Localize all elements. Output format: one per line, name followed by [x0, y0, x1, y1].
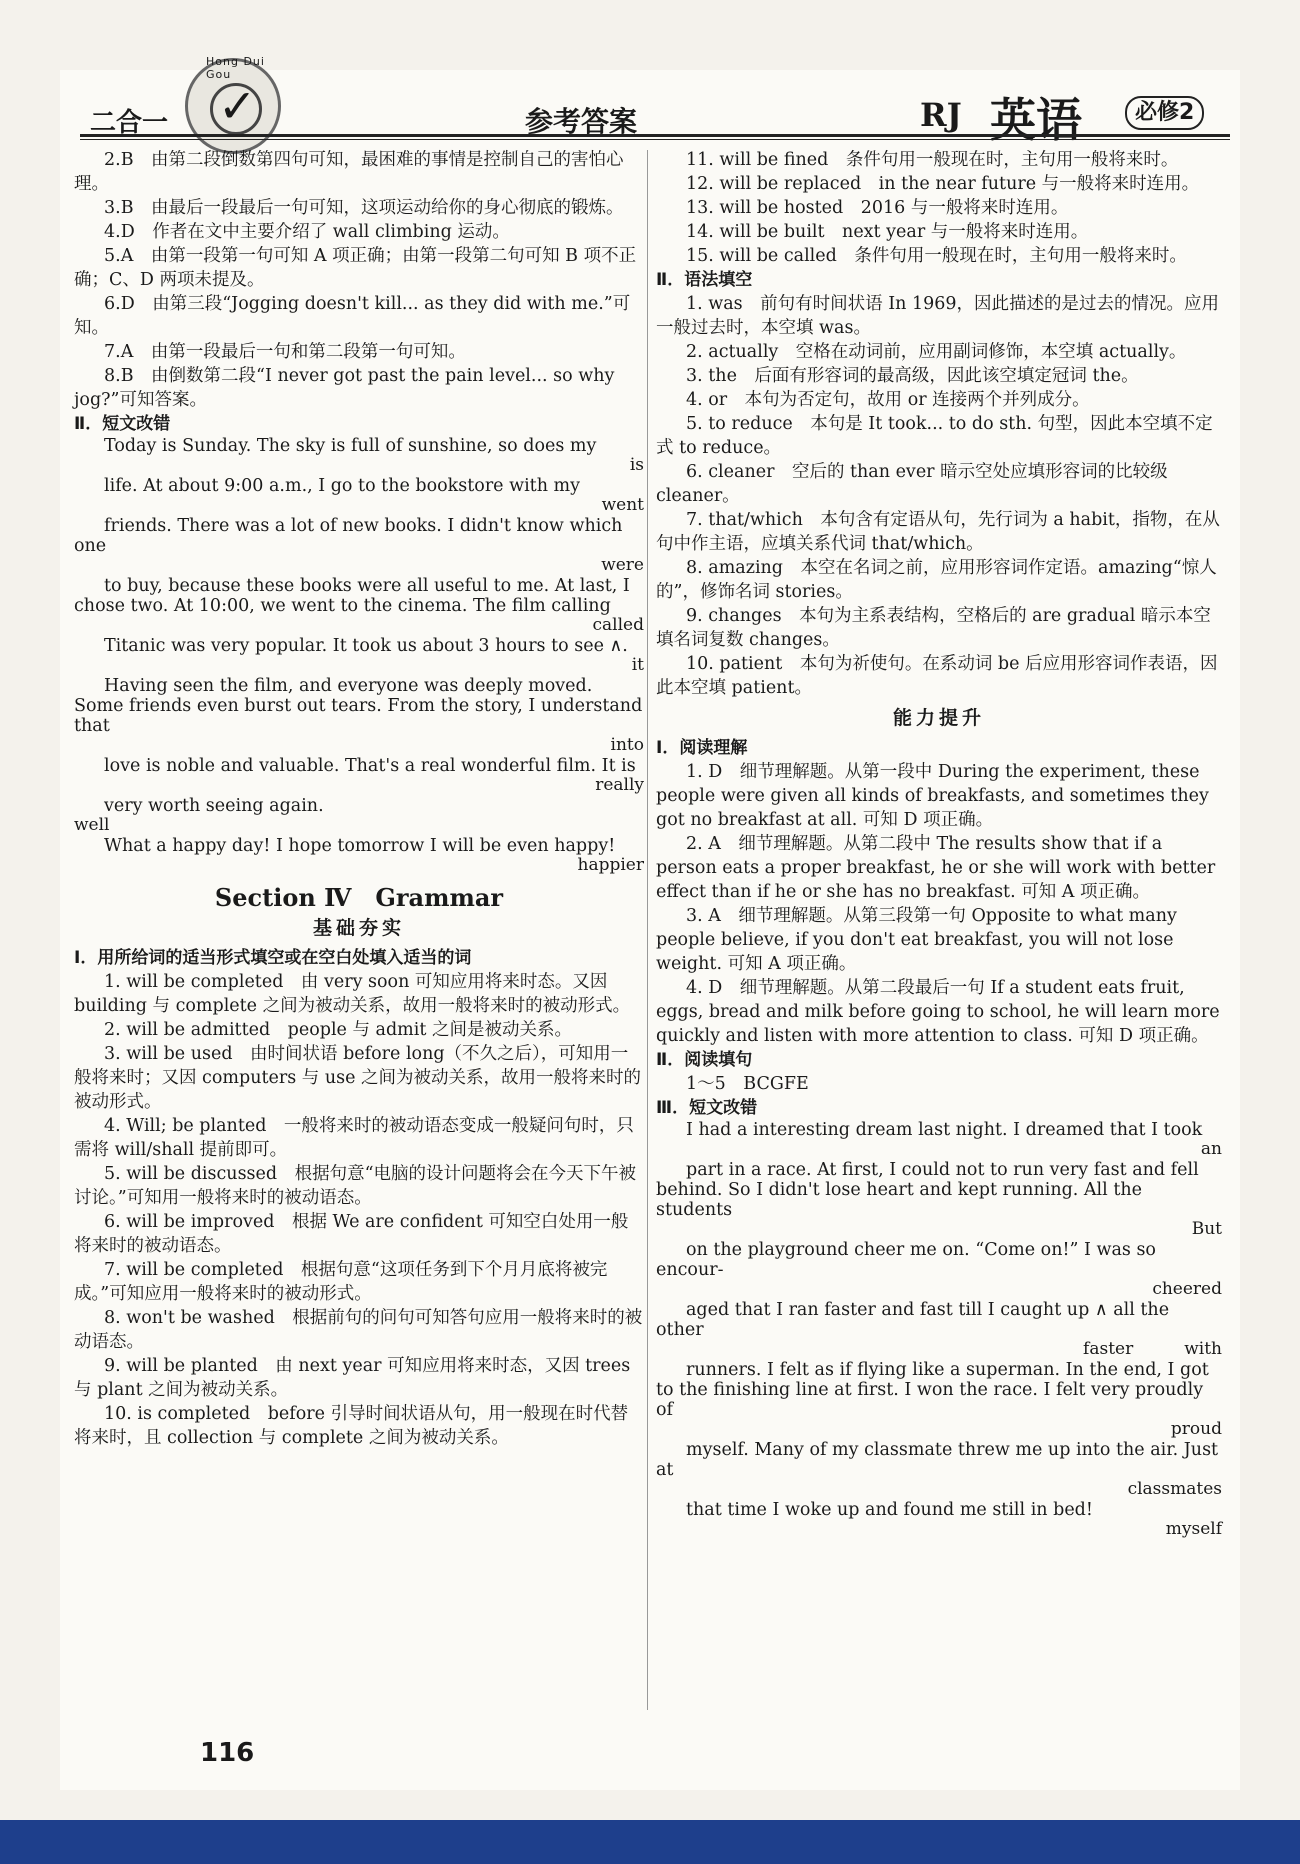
section-heading: Ⅰ．阅读理解 [656, 738, 748, 758]
answer-item: 5. to reduce 本句是 It took... to do sth. 句型，因此本空填不定式 to reduce。 [656, 414, 1213, 458]
correction-line: friends. There was a lot of new books. I didn't know which one [74, 516, 623, 556]
correction-line: that time I woke up and found me still in bed! [686, 1500, 1093, 1520]
answer-item: 8. amazing 本空在名词之前，应用形容词作定语。amazing“惊人的”，修饰名词 stories。 [656, 558, 1217, 602]
answer-item: 6. will be improved 根据 We are confident 可知空白处用一般将来时的被动语态。 [74, 1212, 629, 1256]
correction-fix: it [631, 655, 644, 675]
answer-item: 4. Will; be planted 一般将来时的被动语态变成一般疑问句时，只需将 will/shall 提前即可。 [74, 1116, 634, 1160]
answer-item: 1. will be completed 由 very soon 可知应用将来时态。又因 building 与 complete 之间为被动关系，故用一般将来时的被动形式。 [74, 972, 631, 1016]
answer-item: 3.B 由最后一段最后一句可知，这项运动给你的身心彻底的锻炼。 [104, 198, 624, 218]
correction-fix: faster with [1083, 1339, 1222, 1359]
answer-item: 4. or 本句为否定句，故用 or 连接两个并列成分。 [686, 390, 1090, 410]
answer-item: 3. will be used 由时间状语 before long（不久之后），可知用一般将来时；又因 computers 与 use 之间为被动关系，故用一般将来时的被动形式。 [74, 1044, 641, 1112]
answer-item: 1. was 前句有时间状语 In 1969，因此描述的是过去的情况。应用一般过去时，本空填 was。 [656, 294, 1219, 338]
answer-item: 3. the 后面有形容词的最高级，因此该空填定冠词 the。 [686, 366, 1139, 386]
correction-fix: into [610, 735, 644, 755]
correction-line: life. At about 9:00 a.m., I go to the bookstore with my [104, 476, 581, 496]
correction-line: What a happy day! I hope tomorrow I will be even happy! [104, 836, 616, 856]
correction-fix: myself [1165, 1519, 1222, 1539]
right-column [656, 148, 1222, 1540]
section-heading: Ⅰ．用所给词的适当形式填空或在空白处填入适当的词 [74, 948, 472, 968]
answer-item: 3. A 细节理解题。从第三段第一句 Opposite to what many people believe, if you don't eat breakfast, you will not lose weight. 可知 A 项正确。 [656, 906, 1177, 974]
answer-item: 7.A 由第一段最后一句和第二段第一句可知。 [104, 342, 466, 362]
answer-item: 10. is completed before 引导时间状语从句，用一般现在时代替将来时，且 collection 与 complete 之间为被动关系。 [74, 1404, 629, 1448]
answer-item: 7. will be completed 根据句意“这项任务到下个月月底将被完成。”可知应用一般将来时的被动形式。 [74, 1260, 608, 1304]
correction-fix: really [595, 775, 644, 795]
header-title: 参考答案 [525, 105, 638, 138]
volume-badge: 必修2 [1125, 96, 1204, 130]
answer-item: 6.D 由第三段“Jogging doesn't kill... as they did with me.”可知。 [74, 294, 631, 338]
check-icon: ✓ [218, 79, 257, 133]
answer-item: 15. will be called 条件句用一般现在时，主句用一般将来时。 [686, 246, 1187, 266]
logo-text: Hong Dui Gou [206, 55, 265, 81]
page-number: 116 [200, 1738, 255, 1768]
header-rule-thin [80, 139, 1230, 140]
correction-line: Today is Sunday. The sky is full of sunshine, so does my [104, 436, 597, 456]
answer-item: 4.D 作者在文中主要介绍了 wall climbing 运动。 [104, 222, 510, 242]
correction-line: love is noble and valuable. That's a real wonderful film. It is [104, 756, 636, 776]
answer-item: 10. patient 本句为祈使句。在系动词 be 后应用形容词作表语，因此本空填 patient。 [656, 654, 1218, 698]
correction-fix: were [601, 555, 644, 575]
correction-line: Having seen the film, and everyone was deeply moved. Some friends even burst out tears. From the story, I understand that [74, 676, 643, 736]
answer-item: 9. will be planted 由 next year 可知应用将来时态，又因 trees 与 plant 之间为被动关系。 [74, 1356, 631, 1400]
answer-item: 2.B 由第二段倒数第四句可知，最困难的事情是控制自己的害怕心理。 [74, 150, 624, 194]
subtitle: 能力提升 [892, 707, 985, 729]
answer-item: 2. A 细节理解题。从第二段中 The results show that if a person eats a proper breakfast, he or she will work with better effect than if he or she has no breakfast. 可知 A 项正确。 [656, 834, 1216, 902]
correction-fix: well [74, 815, 110, 835]
correction-line: to buy, because these books were all useful to me. At last, I chose two. At 10:00, we went to the cinema. The film calling [74, 576, 630, 616]
correction-line: very worth seeing again. [104, 796, 324, 816]
correction-fix: called [592, 615, 644, 635]
correction-fix: But [1191, 1219, 1222, 1239]
bottom-border [0, 1820, 1300, 1864]
correction-fix: an [1200, 1139, 1222, 1159]
answer-item: 12. will be replaced in the near future 与一般将来时连用。 [686, 174, 1200, 194]
answer-item: 5.A 由第一段第一句可知 A 项正确；由第一段第二句可知 B 项不正确；C、D 两项未提及。 [74, 246, 637, 290]
subject-label: 英语 [990, 93, 1082, 147]
correction-line: part in a race. At first, I could not to run very fast and fell behind. So I didn't lose heart and kept running. All the students [656, 1160, 1199, 1220]
header-left: 二合一 [90, 108, 169, 138]
correction-line: I had a interesting dream last night. I dreamed that I took [686, 1120, 1203, 1140]
answer-item: 1. D 细节理解题。从第一段中 During the experiment, these people were given all kinds of breakfasts, and sometimes they got no breakfast at all. 可知 D 项正确。 [656, 762, 1209, 830]
answer-item: 7. that/which 本句含有定语从句，先行词为 a habit，指物，在从句中作主语，应填关系代词 that/which。 [656, 510, 1220, 554]
correction-line: myself. Many of my classmate threw me up into the air. Just at [656, 1440, 1219, 1480]
section-heading: Ⅱ．短文改错 [74, 414, 171, 434]
correction-fix: is [629, 455, 644, 475]
section-heading: Ⅲ．短文改错 [656, 1098, 758, 1118]
answer-item: 6. cleaner 空后的 than ever 暗示空处应填形容词的比较级 cleaner。 [656, 462, 1168, 506]
correction-fix: cheered [1152, 1279, 1222, 1299]
section-heading: Ⅱ．语法填空 [656, 270, 753, 290]
edition-label: RJ [920, 96, 962, 134]
answer-item: 1～5 BCGFE [686, 1074, 809, 1094]
correction-fix: classmates [1127, 1479, 1222, 1499]
correction-line: runners. I felt as if flying like a superman. In the end, I got to the finishing line at first. I won the race. I felt very proudly of [656, 1360, 1209, 1420]
answer-item: 2. will be admitted people 与 admit 之间是被动关系。 [104, 1020, 572, 1040]
answer-item: 8. won't be washed 根据前句的问句可知答句应用一般将来时的被动语态。 [74, 1308, 643, 1352]
answer-item: 5. will be discussed 根据句意“电脑的设计问题将会在今天下午被讨论。”可知用一般将来时的被动语态。 [74, 1164, 637, 1208]
answer-item: 13. will be hosted 2016 与一般将来时连用。 [686, 198, 1069, 218]
correction-fix: happier [577, 855, 644, 875]
answer-item: 2. actually 空格在动词前，应用副词修饰，本空填 actually。 [686, 342, 1187, 362]
answer-item: 9. changes 本句为主系表结构，空格后的 are gradual 暗示本空填名词复数 changes。 [656, 606, 1211, 650]
correction-line: on the playground cheer me on. “Come on!” I was so encour- [656, 1240, 1156, 1280]
answer-item: 11. will be fined 条件句用一般现在时，主句用一般将来时。 [686, 150, 1179, 170]
correction-fix: proud [1170, 1419, 1222, 1439]
column-divider [647, 150, 648, 1710]
answer-item: 4. D 细节理解题。从第二段最后一句 If a student eats fruit, eggs, bread and milk before going to school, he will learn more quickly and listen with more attention to class. 可知 D 项正确。 [656, 978, 1220, 1046]
correction-line: Titanic was very popular. It took us about 3 hours to see ∧. [104, 636, 628, 656]
subtitle: 基础夯实 [312, 917, 405, 939]
correction-fix: went [601, 495, 644, 515]
left-column [74, 148, 644, 1450]
header-rule [80, 134, 1230, 137]
section-heading: Ⅱ．阅读填句 [656, 1050, 753, 1070]
answer-item: 8.B 由倒数第二段“I never got past the pain level... so why jog?”可知答案。 [74, 366, 615, 410]
section-title: Section Ⅳ Grammar [214, 883, 504, 912]
page-header [60, 55, 1240, 147]
answer-item: 14. will be built next year 与一般将来时连用。 [686, 222, 1089, 242]
correction-line: aged that I ran faster and fast till I caught up ∧ all the other [656, 1300, 1170, 1340]
